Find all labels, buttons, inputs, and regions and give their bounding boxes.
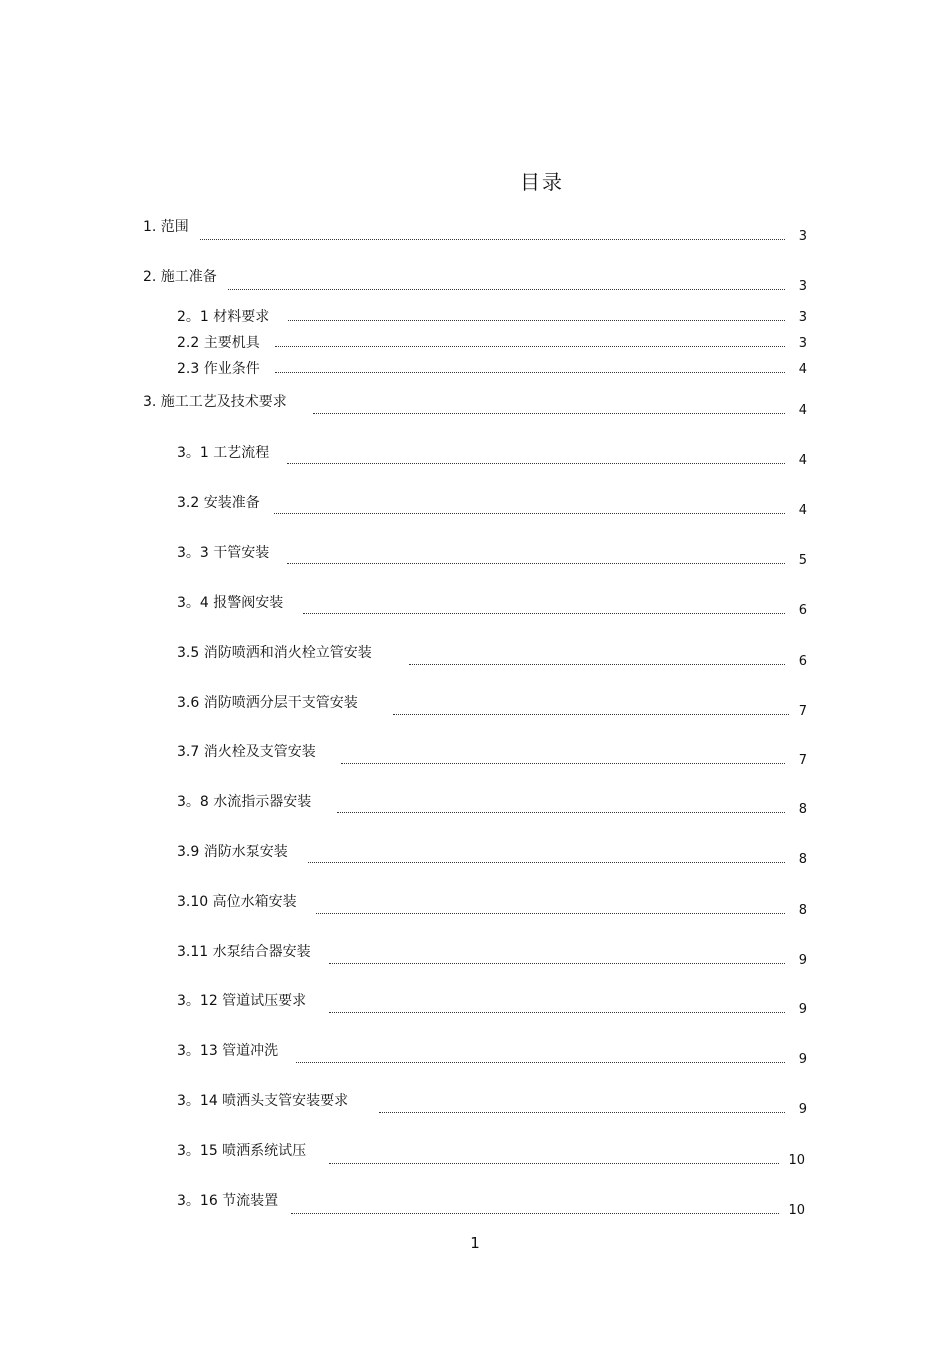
toc-leader-dots: [409, 664, 785, 665]
toc-leader-dots: [287, 463, 785, 464]
toc-entry-page: 3: [798, 336, 807, 351]
toc-leader-dots: [379, 1112, 785, 1113]
toc-entry-label: 3。14 喷洒头支管安装要求: [177, 1093, 349, 1109]
toc-leader-dots: [316, 913, 785, 914]
toc-title: 目录: [520, 170, 564, 194]
toc-leader-dots: [275, 372, 785, 373]
toc-leader-dots: [313, 413, 785, 414]
toc-entry-page: 4: [798, 503, 807, 518]
toc-entry-label: 2.2 主要机具: [177, 335, 260, 351]
toc-entry-label: 3.9 消防水泵安装: [177, 844, 288, 860]
toc-entry-label: 3.11 水泵结合器安装: [177, 944, 311, 960]
toc-entry-page: 4: [798, 362, 807, 377]
toc-entry-label: 3。4 报警阀安装: [177, 595, 284, 611]
toc-entry-label: 1. 范围: [143, 219, 189, 235]
toc-entry-page: 8: [798, 903, 807, 918]
toc-entry-label: 3。8 水流指示器安装: [177, 794, 312, 810]
toc-leader-dots: [341, 763, 785, 764]
toc-leader-dots: [275, 346, 785, 347]
toc-leader-dots: [329, 963, 785, 964]
toc-entry-page: 7: [798, 753, 807, 768]
toc-leader-dots: [308, 862, 785, 863]
toc-entry-page: 6: [798, 603, 807, 618]
toc-entry-label: 2。1 材料要求: [177, 309, 270, 325]
toc-leader-dots: [329, 1012, 785, 1013]
toc-leader-dots: [296, 1062, 785, 1063]
toc-entry-label: 3.2 安装准备: [177, 495, 260, 511]
toc-entry-label: 2.3 作业条件: [177, 361, 260, 377]
toc-entry-label: 3。1 工艺流程: [177, 445, 270, 461]
toc-leader-dots: [393, 714, 789, 715]
toc-entry-page: 5: [798, 553, 807, 568]
toc-entry-label: 3.5 消防喷洒和消火栓立管安装: [177, 645, 372, 661]
toc-entry-label: 3。16 节流装置: [177, 1193, 279, 1209]
toc-entry-page: 10: [788, 1203, 805, 1218]
toc-entry-label: 3。13 管道冲洗: [177, 1043, 279, 1059]
toc-entry-page: 3: [798, 279, 807, 294]
toc-leader-dots: [303, 613, 785, 614]
toc-entry-page: 7: [798, 704, 807, 719]
toc-entry-page: 4: [798, 453, 807, 468]
page-number: 1: [470, 1234, 480, 1252]
toc-leader-dots: [291, 1213, 779, 1214]
toc-entry-page: 4: [798, 403, 807, 418]
toc-entry-page: 9: [798, 1102, 807, 1117]
toc-entry-label: 3。12 管道试压要求: [177, 993, 307, 1009]
toc-leader-dots: [287, 563, 785, 564]
toc-entry-page: 8: [798, 802, 807, 817]
toc-entry-page: 3: [798, 229, 807, 244]
toc-leader-dots: [337, 812, 785, 813]
toc-entry-page: 9: [798, 1052, 807, 1067]
toc-leader-dots: [329, 1163, 779, 1164]
toc-entry-page: 9: [798, 1002, 807, 1017]
toc-leader-dots: [228, 289, 785, 290]
toc-entry-page: 10: [788, 1153, 805, 1168]
toc-leader-dots: [274, 513, 785, 514]
toc-entry-page: 3: [798, 310, 807, 325]
toc-entry-label: 3。3 干管安装: [177, 545, 270, 561]
toc-entry-label: 3。15 喷洒系统试压: [177, 1143, 307, 1159]
toc-entry-label: 2. 施工准备: [143, 269, 217, 285]
toc-entry-label: 3.10 高位水箱安装: [177, 894, 297, 910]
toc-leader-dots: [288, 320, 785, 321]
toc-leader-dots: [200, 239, 785, 240]
toc-entry-page: 9: [798, 953, 807, 968]
toc-entry-label: 3.6 消防喷洒分层干支管安装: [177, 695, 358, 711]
toc-entry-label: 3.7 消火栓及支管安装: [177, 744, 316, 760]
toc-entry-page: 6: [798, 654, 807, 669]
toc-entry-label: 3. 施工工艺及技术要求: [143, 394, 287, 410]
toc-entry-page: 8: [798, 852, 807, 867]
